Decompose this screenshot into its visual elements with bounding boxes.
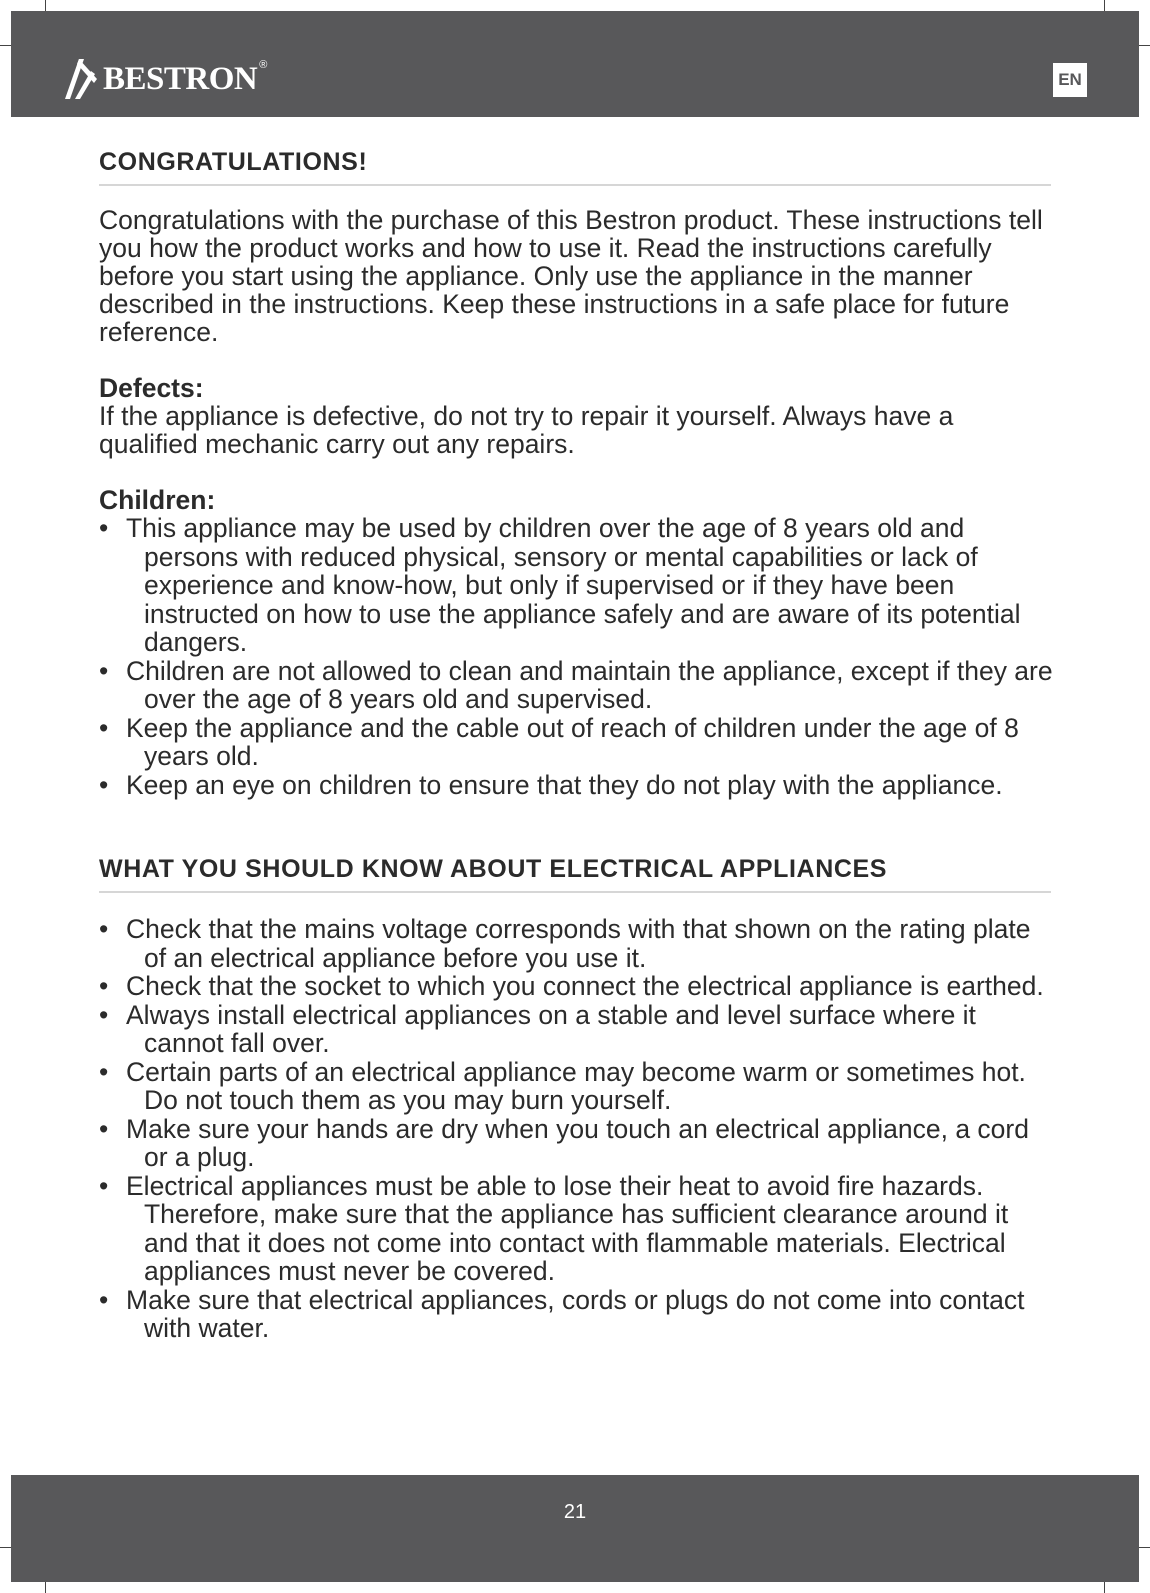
list-item-text: Always install electrical appliances on a stable and level surface where it cannot fall over. — [126, 999, 976, 1058]
header-bar — [11, 11, 1139, 117]
footer-bar — [11, 1475, 1139, 1582]
page-content — [99, 148, 1059, 1343]
electrical-list — [99, 915, 1059, 1343]
list-item-text: Keep the appliance and the cable out of reach of children under the age of 8 years old. — [126, 712, 1019, 771]
bullet-icon: • — [99, 971, 109, 1001]
children-list — [99, 514, 1059, 799]
list-item — [99, 1172, 1059, 1286]
list-item — [99, 1001, 1059, 1058]
section-title: WHAT YOU SHOULD KNOW ABOUT ELECTRICAL APPLIANCES — [99, 855, 1051, 893]
list-item-text: Make sure that electrical appliances, cords or plugs do not come into contact with water. — [126, 1284, 1025, 1343]
section-electrical-appliances — [99, 855, 1059, 1343]
bullet-icon: • — [99, 655, 109, 686]
bullet-icon: • — [99, 1170, 109, 1201]
bullet-icon: • — [99, 1113, 109, 1144]
list-item — [99, 514, 1059, 657]
list-item — [99, 657, 1059, 714]
list-item-text: Electrical appliances must be able to lose their heat to avoid fire hazards. Therefore, make sure that the appliance has sufficient clearance around it and that it does not come into contact with flammable materials. Electrical appliances must never be covered. — [126, 1170, 1009, 1286]
list-item-text: This appliance may be used by children over the age of 8 years old and persons with reduced physical, sensory or mental capabilities or lack of experience and know-how, but only if supervised or if they have been instructed on how to use the appliance safely and are aware of its potential dangers. — [126, 513, 1021, 657]
list-item — [99, 1058, 1059, 1115]
list-item — [99, 1286, 1059, 1343]
list-item-text: Check that the mains voltage corresponds with that shown on the rating plate of an electrical appliance before you use it. — [126, 914, 1031, 973]
section-congratulations — [99, 148, 1059, 799]
list-item-text: Keep an eye on children to ensure that they do not play with the appliance. — [126, 769, 1003, 800]
defects-paragraph: If the appliance is defective, do not try to repair it yourself. Always have a qualified mechanic carry out any repairs. — [99, 401, 954, 459]
list-item — [99, 972, 1059, 1001]
language-badge: EN — [1053, 63, 1087, 97]
bullet-icon: • — [99, 769, 109, 800]
list-item-text: Check that the socket to which you connect the electrical appliance is earthed. — [126, 971, 1044, 1001]
list-item-text: Make sure your hands are dry when you touch an electrical appliance, a cord or a plug. — [126, 1113, 1029, 1172]
bullet-icon: • — [99, 999, 109, 1030]
section-title: CONGRATULATIONS! — [99, 148, 1051, 186]
list-item — [99, 915, 1059, 972]
bullet-icon: • — [99, 712, 109, 743]
bullet-icon: • — [99, 1056, 109, 1087]
defects-heading: Defects: — [99, 373, 204, 403]
bullet-icon: • — [99, 513, 109, 543]
list-item-text: Children are not allowed to clean and maintain the appliance, except if they are over the age of 8 years old and supervised. — [126, 655, 1053, 714]
chevrons-icon — [63, 57, 101, 101]
list-item — [99, 771, 1059, 800]
registered-mark: ® — [259, 59, 268, 71]
list-item-text: Certain parts of an electrical appliance may become warm or sometimes hot. Do not touch them as you may burn yourself. — [126, 1056, 1026, 1115]
brand-logo — [63, 57, 267, 101]
list-item — [99, 714, 1059, 771]
brand-name: BESTRON — [103, 60, 258, 97]
list-item — [99, 1115, 1059, 1172]
intro-paragraph: Congratulations with the purchase of this Bestron product. These instructions tell you how the product works and how to use it. Read the instructions carefully before you start using the appliance. Only use the appliance in the manner described in the instructions. Keep these instructions in a safe place for future reference. — [99, 205, 1043, 347]
page-number: 21 — [563, 1501, 587, 1523]
bullet-icon: • — [99, 1284, 109, 1315]
bullet-icon: • — [99, 914, 109, 944]
children-heading: Children: — [99, 485, 216, 515]
